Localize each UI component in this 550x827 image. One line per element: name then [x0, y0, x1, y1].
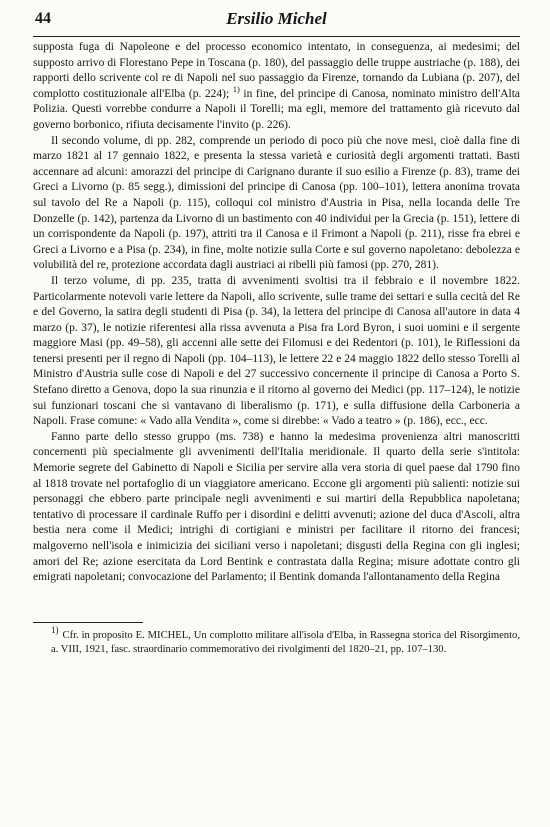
- paragraph-3: Il terzo volume, di pp. 235, tratta di avvenimenti svoltisi tra il febbraio e il novembre 1822. Particolarmente notevoli varie lettere da Napoli, allo scrivente, sulle trame dei settari e sulla cecità del Re e del Governo, la satira degli studenti di Pisa (p. 34), la lettera del principe di Canosa all'autore in data 4 marzo (p. 37), le notizie riferentesi alla rissa avvenuta a Pisa fra Lord Byron, i suoi uomini e il sergente maggiore Masi (pp. 49–58), gli accenni alle sette dei Filomusi e dei Redentori (p. 101), le Riflessioni da tenersi presenti per il regno di Napoli (pp. 104–113), le lettere 22 e 24 maggio 1822 dello stesso Torelli al Ministro d'Austria sulle cose di Napoli e del 27 successivo concernente il principe di Canosa a Porto S. Stefano diretto a Genova, dopo la sua rinunzia e il ritorno al governo dei Medici (pp. 117–124), le notizie sui funzionari toscani che si vantavano di liberalismo (p. 171), e sulla diffusione della Carboneria a Napoli. Frase comune: « Vado alla Vendita », come si direbbe: « Vado a teatro » (p. 186), ecc., ecc.: [33, 274, 520, 428]
- footnote-divider: [33, 622, 143, 623]
- page-header: [33, 6, 520, 37]
- paragraph-1: [33, 40, 520, 134]
- body-text: [33, 40, 520, 586]
- footnote-mark: 1): [51, 625, 59, 636]
- paragraph-1-text-b: in fine, del principe di Canosa, nominato ministro dell'Alta Polizia. Questi vorrebbe condurre a Napoli il Torelli; ma egli, memore del trattamento già ricevuto dal governo borbonico, rifiuta decisamente l'invito (p. 226).: [33, 87, 520, 131]
- footnote: [33, 625, 520, 657]
- paragraph-4: Fanno parte dello stesso gruppo (ms. 738) e hanno la medesima provenienza altri manoscritti concernenti più specialmente gli avvenimenti dell'Italia meridionale. Il quarto della serie s'intitola: Memorie segrete del Gabinetto di Napoli e Sicilia per servire alla vera storia di quel paese dal 1790 fino al 1818 trovate nel portafoglio di un viaggiatore americano. Eccone gli argomenti più salienti: notizie sui personaggi che ebbero parte principale negli avvenimenti e sui martiri della Repubblica napoletana; tentativo di processare il cardinale Ruffo per i disordini e delitti avvenuti; azione del duca d'Ascoli, altra bestia nera come il Medici; intrighi di cortigiani e ministri per facilitare il ritorno dei francesi; malgoverno nell'isola e inimicizia dei siciliani verso i napoletani; disgusti della Regina con gli inglesi; amori del Re; azione esercitata da Lord Bentink e contrastata dalla Regina; misure adottate contro gli emigrati napoletani; convocazione del Parlamento; il Bentink domanda l'allontanamento della Regina: [33, 430, 520, 584]
- running-head: Ersilio Michel: [226, 9, 327, 28]
- page-number: 44: [35, 10, 51, 27]
- paragraph-2: Il secondo volume, di pp. 282, comprende un periodo di poco più che nove mesi, cioè dalla fine di marzo 1821 al 17 gennaio 1822, e presenta la stessa varietà e curiosità degli argomenti trattati. Basti accennare ad alcuni: amorazzi del principe di Carignano durante il suo esilio a Firenze (p. 83), trame dei Greci a Livorno (p. 85 segg.), dimissioni del principe di Canosa (pp. 100–101), lettera anonima trovata sul tavolo del Re a Napoli (p. 115), colloqui col ministro d'Austria in Pisa, nella locanda delle Tre Donzelle (p. 142), partenza da Livorno di un bastimento con 40 individui per la Grecia (p. 151), lettere di un corrispondente da Napoli (p. 197), attriti tra il Canosa e il Frimont a Napoli (p. 211), risse fra ebrei e Greci a Livorno e a Pisa (p. 234), in fine, molte notizie sulla Corte e sul governo napoletano: debolezza e volubilità del re, protezione accordata dagli austriaci ai ribelli più famosi (pp. 270, 281).: [33, 134, 520, 272]
- footnote-text: Cfr. in proposito E. MICHEL, Un complotto militare all'isola d'Elba, in Rassegna storica del Risorgimento, a. VIII, 1921, fasc. straordinario commemorativo dei rivolgimenti del 1820–21, pp. 107–130.: [51, 629, 520, 655]
- footnote-reference: 1): [232, 83, 240, 94]
- paragraph-1-text-a: supposta fuga di Napoleone e del processo economico intentato, in conseguenza, ai medesimi; del supposto arrivo di Florestano Pepe in Toscana (p. 180), del passaggio delle truppe austriache (p. 188), dei rapporti dello scrivente col re di Napoli nel suo passaggio da Firenze, tornando da Lubiana (p. 207), del complotto costituzionale all'Elba (p. 224);: [33, 41, 520, 100]
